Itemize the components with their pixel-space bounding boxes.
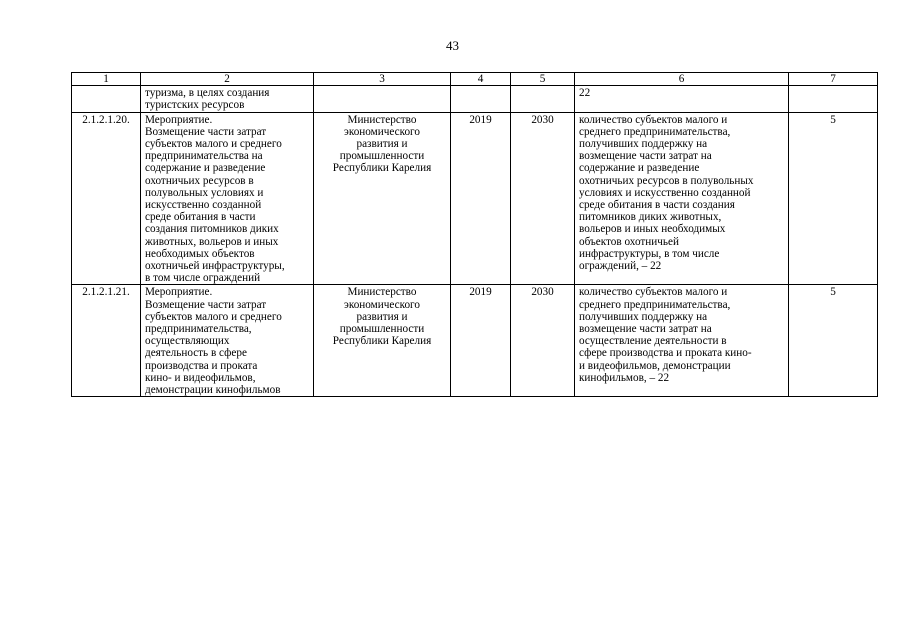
activity-cell [141,112,314,285]
cell-line: туризма, в целях создания [145,87,270,100]
cell-line: развития и [356,138,408,151]
activity-cell [141,86,314,112]
cell-line: Мероприятие. [145,286,213,299]
program-table [71,72,878,397]
column-header: 4 [451,73,511,86]
cell-line: осуществляющих [145,335,230,348]
cell-line: охотничьих ресурсов в полувольных [579,174,754,187]
executor-cell [314,112,451,285]
cell-line: среднего предпринимательства, [579,298,731,311]
cell-line: кино- и видеофильмов, [145,371,256,384]
cell-line: содержание и разведение [145,162,266,175]
cell-line: среднего предпринимательства, [579,125,731,138]
cell-line: Возмещение части затрат [145,298,267,311]
cell-line: искусственно созданной [145,199,262,212]
cell-line: необходимых объектов [145,247,255,260]
cell-line: сфере производства и проката кино- [579,347,752,360]
cell-line: охотничьих ресурсов в [145,174,254,187]
cell-line: условиях и искусственно созданной [579,186,751,199]
row-code-cell: 2.1.2.1.20. [72,112,141,285]
column-header: 7 [789,73,878,86]
cell-line: Республики Карелия [332,162,432,175]
cell-line: ограждений, – 22 [579,260,662,273]
cell-line: Министерство [347,286,417,299]
cell-line: Возмещение части затрат [145,125,267,138]
cell-line: Мероприятие. [145,113,213,126]
cell-line: среде обитания в части создания [579,199,735,212]
target-value-cell: 5 [789,285,878,397]
start-year-cell [451,86,511,112]
cell-line: Министерство [347,113,417,126]
cell-line: демонстрации кинофильмов [145,384,281,397]
cell-line: получивших поддержку на [579,138,708,151]
end-year-cell [511,86,575,112]
column-header: 2 [141,73,314,86]
cell-line: производства и проката [145,359,258,372]
executor-cell [314,285,451,397]
cell-line: количество субъектов малого и [579,113,728,126]
cell-line: возмещение части затрат на [579,150,712,163]
cell-line: предпринимательства на [145,150,263,163]
cell-line: развития и [356,310,408,323]
header-row [72,73,878,86]
table-row [72,86,878,112]
cell-line: субъектов малого и среднего [145,138,282,151]
start-year-cell: 2019 [451,285,511,397]
cell-line: экономического [344,125,420,138]
cell-line: в том числе ограждений [145,272,261,285]
cell-line: предпринимательства, [145,323,252,336]
cell-line: возмещение части затрат на [579,323,712,336]
cell-line: вольеров и иных необходимых [579,223,726,236]
cell-line: экономического [344,298,420,311]
indicator-cell [575,112,789,285]
cell-line: и видеофильмов, демонстрации [579,359,731,372]
target-value-cell [789,86,878,112]
row-code-cell: 2.1.2.1.21. [72,285,141,397]
column-header: 3 [314,73,451,86]
cell-line: инфраструктуры, в том числе [579,247,720,260]
cell-line: среде обитания в части [145,211,256,224]
cell-line: промышленности [339,150,425,163]
row-code-cell [72,86,141,112]
page-number: 43 [446,38,459,53]
cell-line: количество субъектов малого и [579,286,728,299]
target-value-cell: 5 [789,112,878,285]
cell-line: деятельность в сфере [145,347,247,360]
cell-line: субъектов малого и среднего [145,310,282,323]
end-year-cell: 2030 [511,285,575,397]
cell-line: Республики Карелия [332,335,432,348]
cell-line: создания питомников диких [145,223,279,236]
column-header: 6 [575,73,789,86]
activity-cell [141,285,314,397]
cell-line: питомников диких животных, [579,211,722,224]
cell-line: содержание и разведение [579,162,700,175]
table-row [72,285,878,397]
indicator-cell [575,285,789,397]
cell-line: осуществление деятельности в [579,335,727,348]
end-year-cell: 2030 [511,112,575,285]
column-header: 1 [72,73,141,86]
cell-line: получивших поддержку на [579,310,708,323]
start-year-cell: 2019 [451,112,511,285]
indicator-cell [575,86,789,112]
table-body [72,86,878,397]
table-row [72,112,878,285]
cell-line: промышленности [339,323,425,336]
cell-line: объектов охотничьей [579,235,679,248]
cell-line: охотничьей инфраструктуры, [145,260,285,273]
column-header: 5 [511,73,575,86]
cell-line: туристских ресурсов [145,99,245,112]
cell-line: 22 [579,87,591,100]
executor-cell [314,86,451,112]
cell-line: кинофильмов, – 22 [579,371,670,384]
cell-line: животных, вольеров и иных [145,235,279,248]
cell-line: полувольных условиях и [145,186,264,199]
